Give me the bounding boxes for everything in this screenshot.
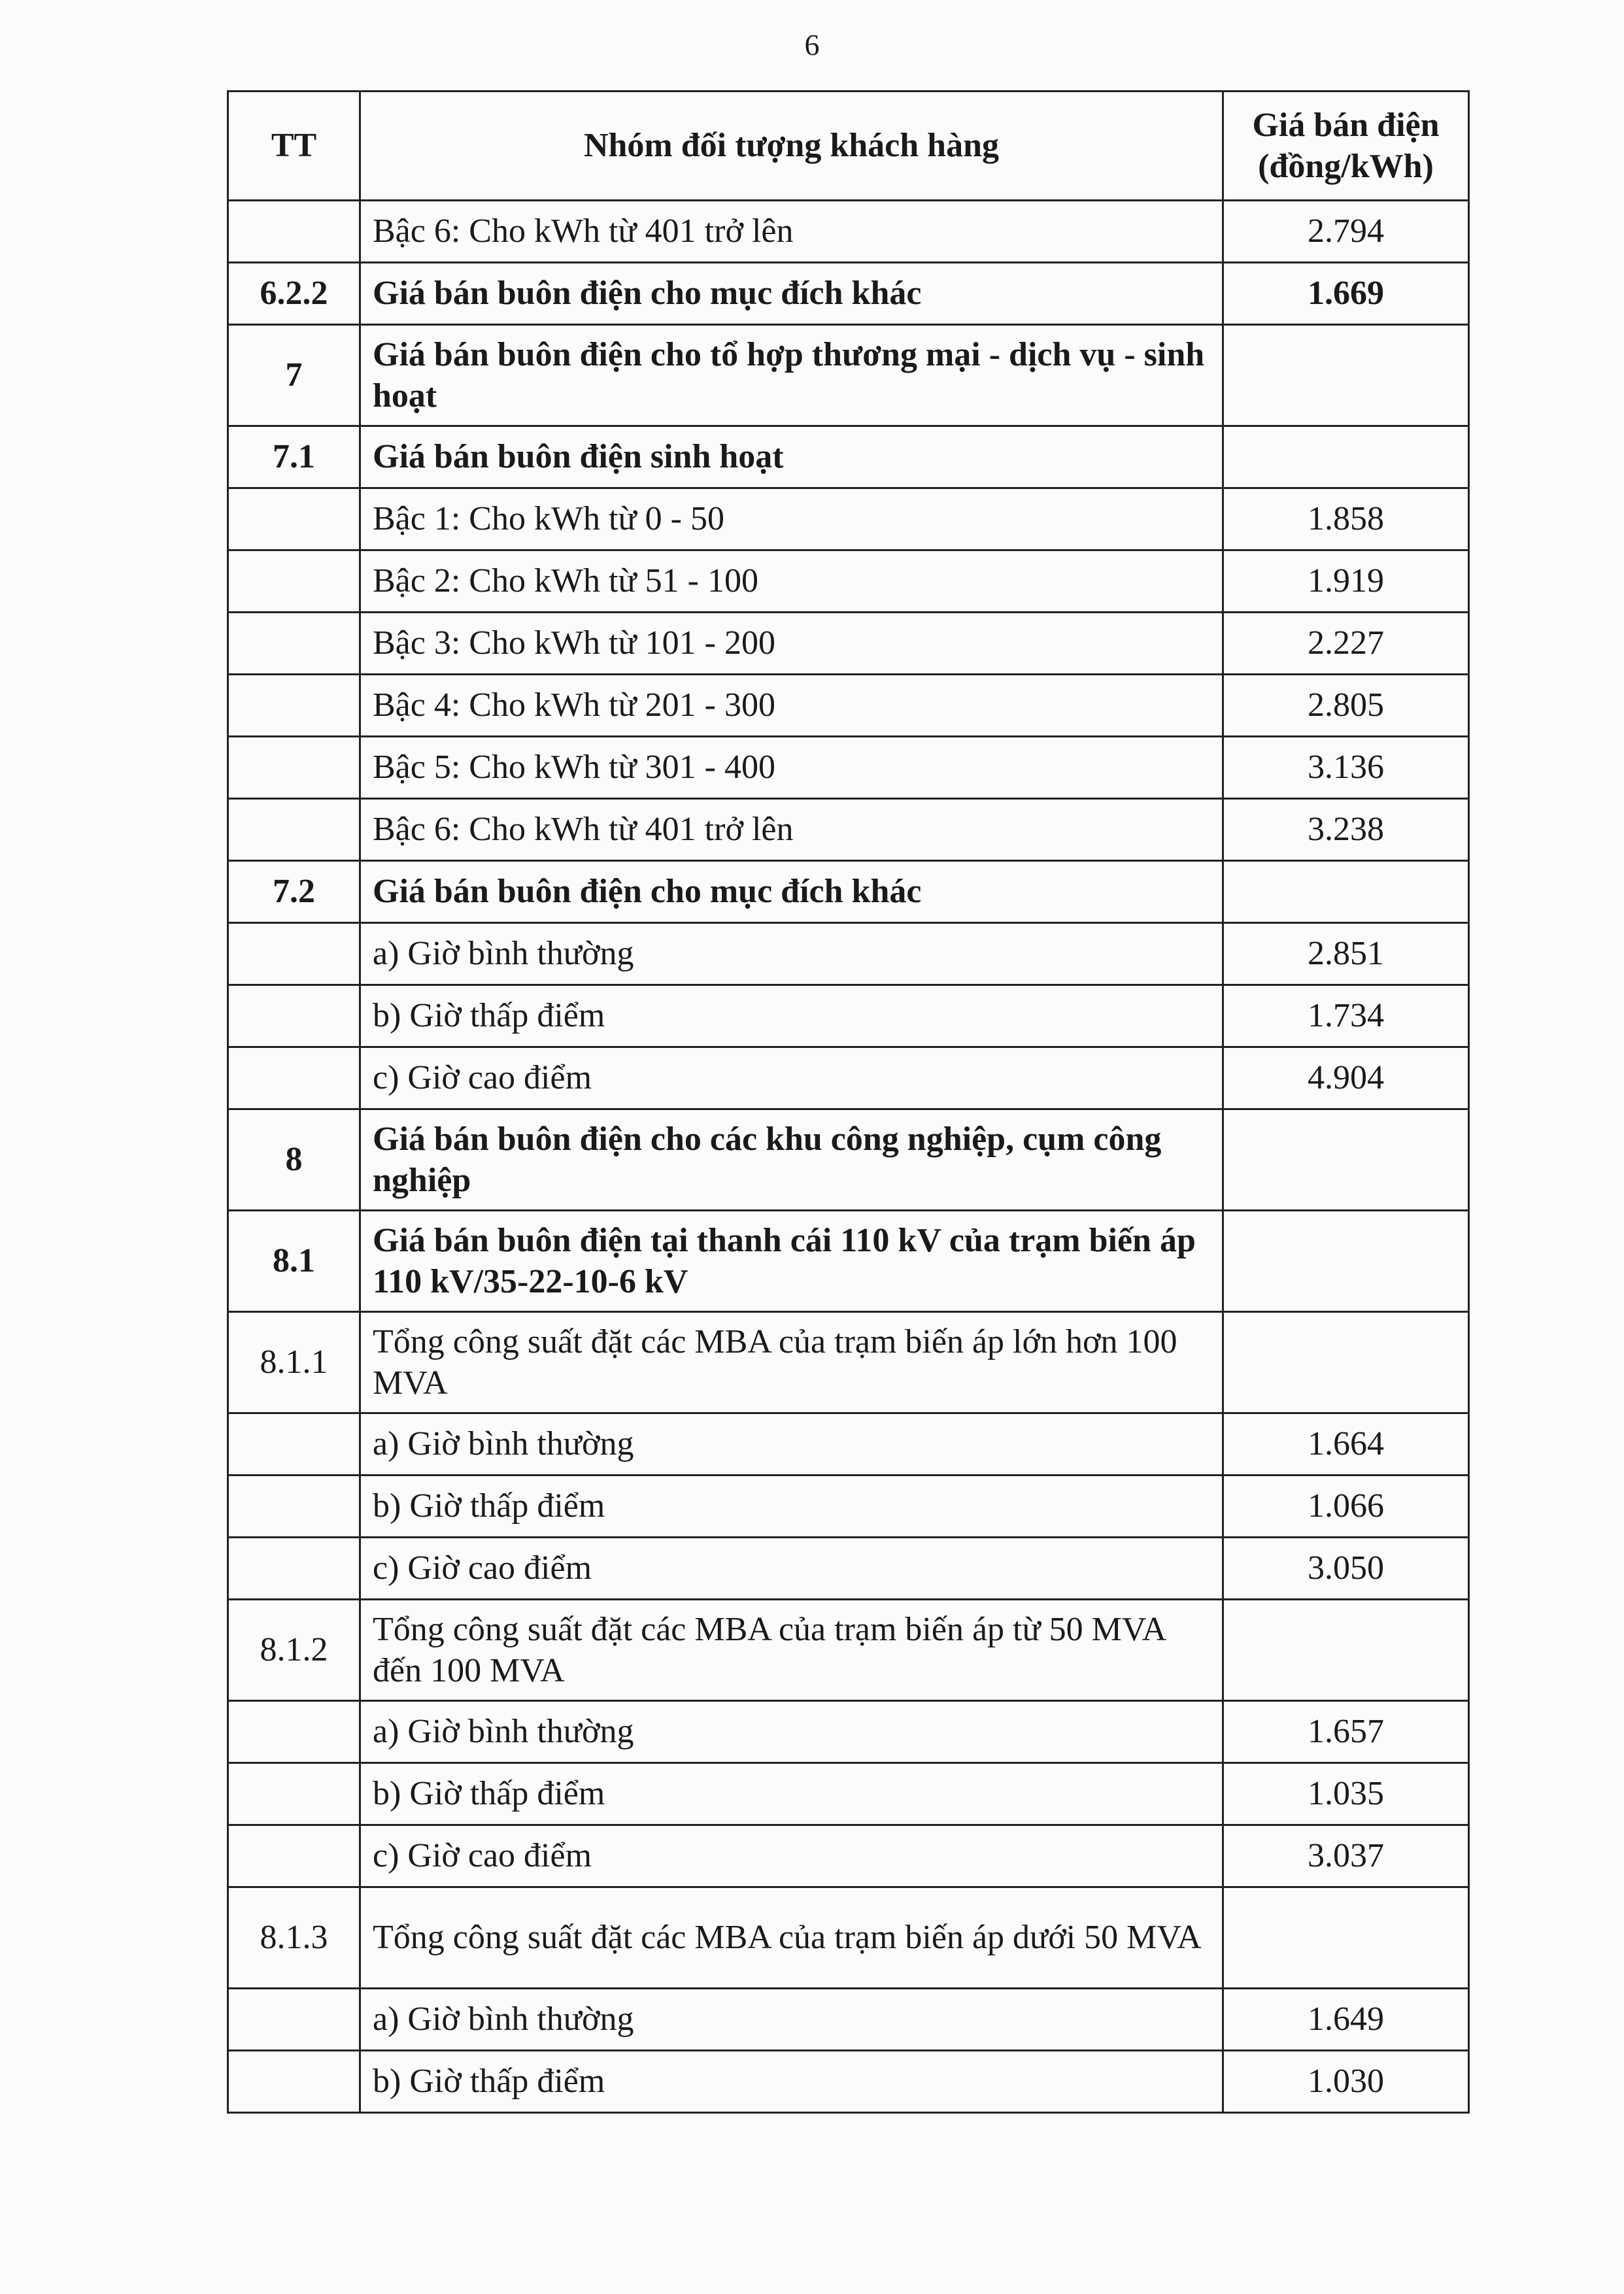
- table-row: [228, 675, 1469, 737]
- row-price: 2.227: [1223, 613, 1469, 675]
- row-price: 1.657: [1223, 1701, 1469, 1763]
- row-price: 2.794: [1223, 201, 1469, 263]
- table-row: [228, 1109, 1469, 1211]
- row-price: [1223, 1109, 1469, 1211]
- row-price: 1.858: [1223, 488, 1469, 550]
- table-row: [228, 1600, 1469, 1701]
- table-row: [228, 263, 1469, 325]
- row-tt: 7: [228, 325, 360, 426]
- row-customer-group: b) Giờ thấp điểm: [360, 1763, 1223, 1825]
- row-customer-group: Bậc 6: Cho kWh từ 401 trở lên: [360, 799, 1223, 861]
- table-row: [228, 923, 1469, 985]
- table-row: [228, 488, 1469, 550]
- row-tt: [228, 1825, 360, 1887]
- row-price: 3.037: [1223, 1825, 1469, 1887]
- row-tt: [228, 923, 360, 985]
- row-price: 1.669: [1223, 263, 1469, 325]
- table-header-row: [228, 92, 1469, 201]
- row-customer-group: Giá bán buôn điện cho tổ hợp thương mại - dịch vụ - sinh hoạt: [360, 325, 1223, 426]
- page-number: 6: [804, 28, 820, 61]
- row-customer-group: Bậc 5: Cho kWh từ 301 - 400: [360, 737, 1223, 799]
- row-tt: 8.1.1: [228, 1312, 360, 1413]
- row-price: 1.030: [1223, 2051, 1469, 2113]
- table-row: [228, 1047, 1469, 1109]
- table-row: [228, 2051, 1469, 2113]
- row-customer-group: Bậc 3: Cho kWh từ 101 - 200: [360, 613, 1223, 675]
- row-tt: 6.2.2: [228, 263, 360, 325]
- row-customer-group: b) Giờ thấp điểm: [360, 2051, 1223, 2113]
- row-tt: 8.1: [228, 1211, 360, 1312]
- row-customer-group: Tổng công suất đặt các MBA của trạm biến áp lớn hơn 100 MVA: [360, 1312, 1223, 1413]
- row-price: 1.649: [1223, 1989, 1469, 2051]
- table-row: [228, 1701, 1469, 1763]
- table-row: [228, 426, 1469, 488]
- row-customer-group: c) Giờ cao điểm: [360, 1825, 1223, 1887]
- row-customer-group: c) Giờ cao điểm: [360, 1047, 1223, 1109]
- row-tt: 8: [228, 1109, 360, 1211]
- row-price: [1223, 1211, 1469, 1312]
- row-customer-group: a) Giờ bình thường: [360, 1989, 1223, 2051]
- row-tt: 8.1.3: [228, 1887, 360, 1989]
- row-customer-group: Bậc 6: Cho kWh từ 401 trở lên: [360, 201, 1223, 263]
- table-row: [228, 201, 1469, 263]
- row-customer-group: Giá bán buôn điện tại thanh cái 110 kV của trạm biến áp 110 kV/35-22-10-6 kV: [360, 1211, 1223, 1312]
- header-tt: TT: [228, 92, 360, 201]
- table-row: [228, 1211, 1469, 1312]
- row-tt: [228, 1047, 360, 1109]
- row-customer-group: Giá bán buôn điện sinh hoạt: [360, 426, 1223, 488]
- header-price: Giá bán điện (đồng/kWh): [1223, 92, 1469, 201]
- row-price: 1.734: [1223, 985, 1469, 1047]
- row-customer-group: c) Giờ cao điểm: [360, 1538, 1223, 1600]
- row-tt: [228, 799, 360, 861]
- row-price: [1223, 325, 1469, 426]
- table-row: [228, 550, 1469, 613]
- table-row: [228, 613, 1469, 675]
- table-row: [228, 861, 1469, 923]
- table-row: [228, 1476, 1469, 1538]
- row-tt: [228, 737, 360, 799]
- row-price: 3.238: [1223, 799, 1469, 861]
- row-price: 3.050: [1223, 1538, 1469, 1600]
- table-row: [228, 1538, 1469, 1600]
- row-tt: 8.1.2: [228, 1600, 360, 1701]
- row-tt: [228, 550, 360, 613]
- table-row: [228, 1763, 1469, 1825]
- row-customer-group: Tổng công suất đặt các MBA của trạm biến áp dưới 50 MVA: [360, 1887, 1223, 1989]
- row-customer-group: Giá bán buôn điện cho mục đích khác: [360, 861, 1223, 923]
- table-row: [228, 1413, 1469, 1476]
- tariff-table: [227, 90, 1470, 2114]
- row-price: [1223, 1312, 1469, 1413]
- row-tt: [228, 1413, 360, 1476]
- row-tt: [228, 1538, 360, 1600]
- row-tt: [228, 1701, 360, 1763]
- table-row: [228, 1887, 1469, 1989]
- row-price: [1223, 861, 1469, 923]
- row-tt: [228, 2051, 360, 2113]
- row-tt: [228, 1763, 360, 1825]
- row-price: 1.919: [1223, 550, 1469, 613]
- row-tt: [228, 613, 360, 675]
- row-customer-group: Bậc 2: Cho kWh từ 51 - 100: [360, 550, 1223, 613]
- row-customer-group: Giá bán buôn điện cho mục đích khác: [360, 263, 1223, 325]
- row-customer-group: Tổng công suất đặt các MBA của trạm biến áp từ 50 MVA đến 100 MVA: [360, 1600, 1223, 1701]
- row-price: 2.851: [1223, 923, 1469, 985]
- row-price: 1.035: [1223, 1763, 1469, 1825]
- row-tt: [228, 1476, 360, 1538]
- table-row: [228, 1312, 1469, 1413]
- row-tt: [228, 1989, 360, 2051]
- row-customer-group: a) Giờ bình thường: [360, 1413, 1223, 1476]
- table-row: [228, 325, 1469, 426]
- table-row: [228, 1825, 1469, 1887]
- row-tt: [228, 488, 360, 550]
- row-customer-group: a) Giờ bình thường: [360, 923, 1223, 985]
- row-price: 1.066: [1223, 1476, 1469, 1538]
- row-customer-group: b) Giờ thấp điểm: [360, 985, 1223, 1047]
- row-price: 3.136: [1223, 737, 1469, 799]
- row-price: 1.664: [1223, 1413, 1469, 1476]
- row-customer-group: b) Giờ thấp điểm: [360, 1476, 1223, 1538]
- row-price: 4.904: [1223, 1047, 1469, 1109]
- row-customer-group: Bậc 4: Cho kWh từ 201 - 300: [360, 675, 1223, 737]
- row-customer-group: Giá bán buôn điện cho các khu công nghiệp, cụm công nghiệp: [360, 1109, 1223, 1211]
- table-row: [228, 985, 1469, 1047]
- row-price: 2.805: [1223, 675, 1469, 737]
- row-tt: [228, 675, 360, 737]
- row-tt: [228, 201, 360, 263]
- row-price: [1223, 426, 1469, 488]
- row-tt: 7.1: [228, 426, 360, 488]
- header-customer-group: Nhóm đối tượng khách hàng: [360, 92, 1223, 201]
- table-row: [228, 737, 1469, 799]
- row-customer-group: Bậc 1: Cho kWh từ 0 - 50: [360, 488, 1223, 550]
- table-row: [228, 799, 1469, 861]
- row-tt: 7.2: [228, 861, 360, 923]
- table-row: [228, 1989, 1469, 2051]
- row-customer-group: a) Giờ bình thường: [360, 1701, 1223, 1763]
- row-price: [1223, 1600, 1469, 1701]
- row-price: [1223, 1887, 1469, 1989]
- row-tt: [228, 985, 360, 1047]
